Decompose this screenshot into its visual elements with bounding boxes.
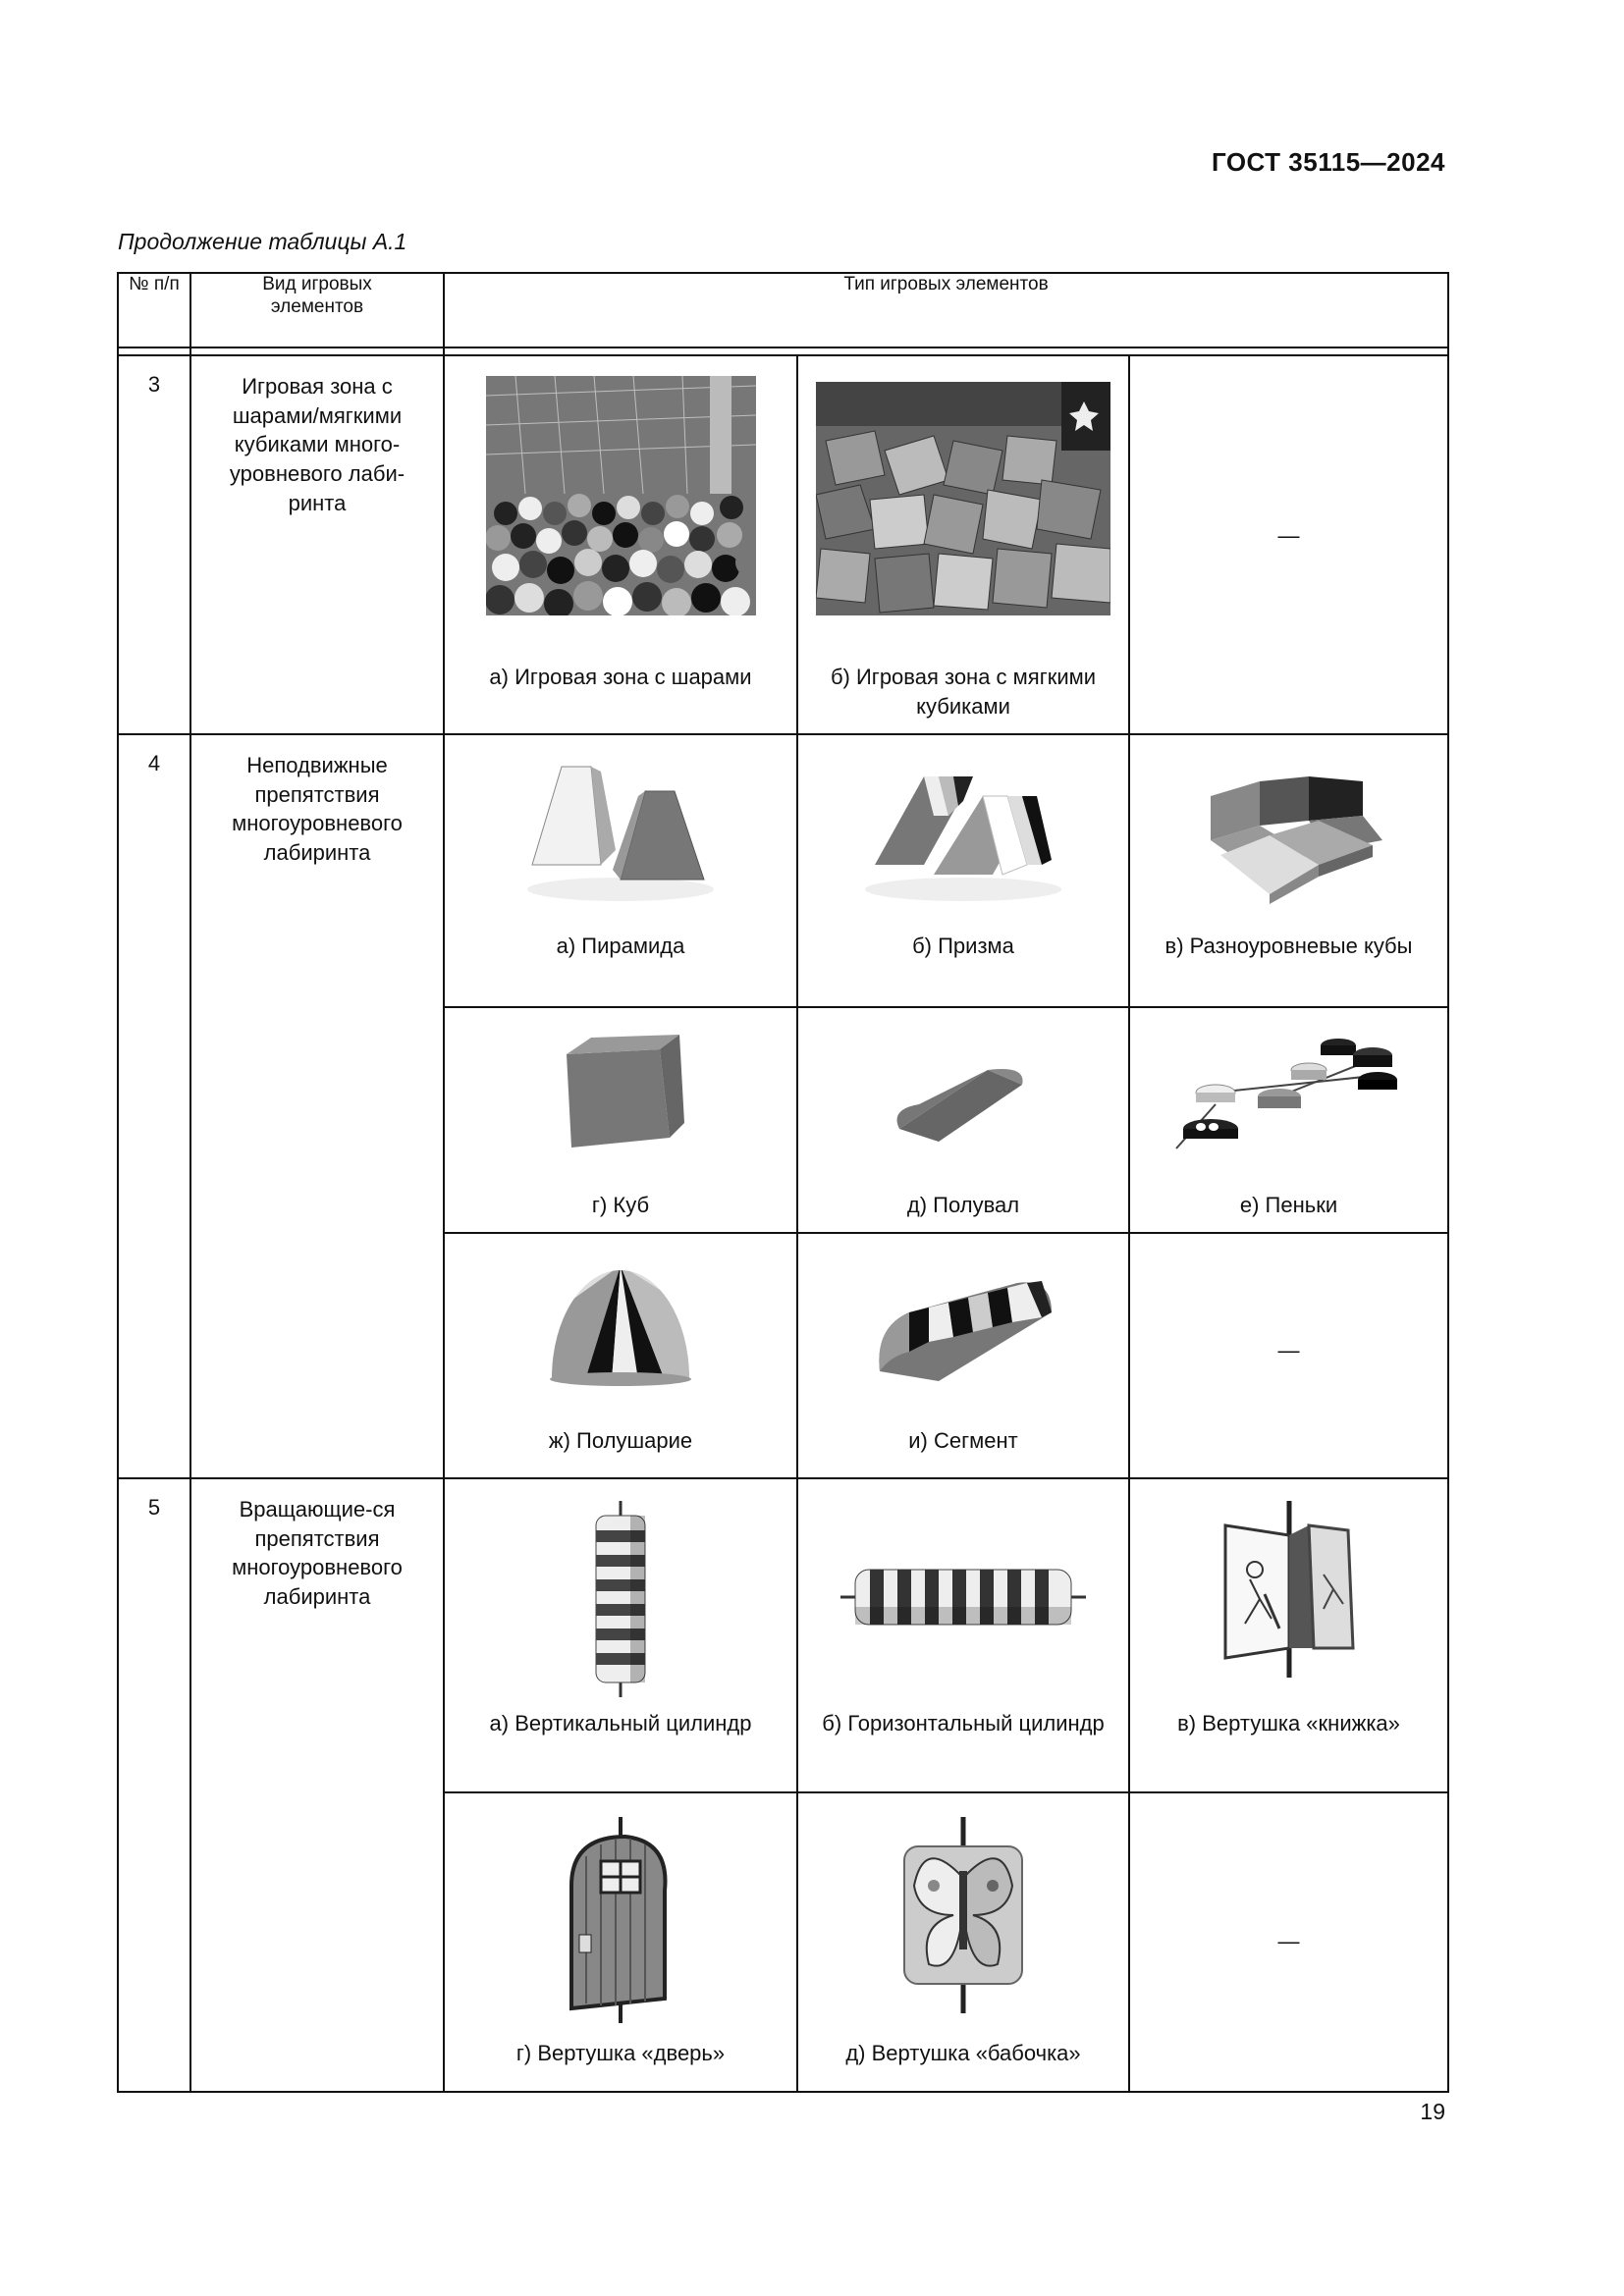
- row-kind: Неподвижные препятствия многоуровневого лабиринта: [190, 734, 444, 1478]
- element-cell: [444, 734, 797, 1007]
- vertical-cylinder-icon: [445, 1479, 796, 1697]
- element-caption: а) Пирамида: [556, 934, 685, 958]
- element-cell: [1129, 1792, 1448, 2092]
- table-header-row: [118, 273, 1448, 347]
- element-cell: [1129, 1233, 1448, 1478]
- element-cell: [797, 1792, 1129, 2092]
- header-num: № п/п: [118, 273, 190, 347]
- element-cell: [797, 1007, 1129, 1233]
- empty-cell-dash: —: [1277, 1929, 1300, 1953]
- element-caption: а) Вертикальный цилиндр: [489, 1711, 752, 1735]
- foam-cube-pit-photo: [798, 356, 1128, 615]
- element-cell: [1129, 734, 1448, 1007]
- element-caption: г) Куб: [591, 1193, 650, 1217]
- multilevel-cubes-icon: [1130, 735, 1447, 904]
- element-caption: в) Вертушка «книжка»: [1177, 1711, 1400, 1735]
- butterfly-spinner-icon: [798, 1793, 1128, 2013]
- row-num: 3: [118, 355, 190, 734]
- row-num: 5: [118, 1478, 190, 2092]
- table-row: [118, 355, 1448, 734]
- standard-code: ГОСТ 35115—2024: [1211, 147, 1445, 177]
- ball-pit-photo: [445, 356, 796, 615]
- element-cell: [797, 734, 1129, 1007]
- element-cell: [1129, 1007, 1448, 1233]
- segment-icon: [798, 1234, 1128, 1391]
- element-caption: г) Вертушка «дверь»: [515, 2041, 726, 2065]
- element-cell: [797, 1478, 1129, 1792]
- table-row: [118, 734, 1448, 1007]
- element-cell: [444, 1478, 797, 1792]
- element-caption: д) Полувал: [906, 1193, 1020, 1217]
- element-cell: [797, 1233, 1129, 1478]
- element-caption: а) Игровая зона с шарами: [489, 665, 752, 689]
- row-kind: Вращающие-ся препятствия многоуровневого лабиринта: [190, 1478, 444, 2092]
- element-caption: д) Вертушка «бабочка»: [845, 2041, 1081, 2065]
- table-a1: [117, 272, 1449, 2093]
- header-type: Тип игровых элементов: [444, 273, 1448, 347]
- stumps-icon: [1130, 1008, 1447, 1163]
- element-cell: [444, 355, 797, 734]
- element-caption: е) Пеньки: [1239, 1193, 1338, 1217]
- half-roll-icon: [798, 1008, 1128, 1144]
- table-continuation-caption: Продолжение таблицы А.1: [118, 229, 407, 254]
- table-row: [118, 1478, 1448, 1792]
- header-kind: Вид игровых элементов: [190, 273, 444, 347]
- row-num: 4: [118, 734, 190, 1478]
- pyramid-icon: [445, 735, 796, 904]
- element-cell: [1129, 355, 1448, 734]
- book-spinner-icon: [1130, 1479, 1447, 1678]
- prism-icon: [798, 735, 1128, 904]
- element-caption: б) Призма: [912, 934, 1014, 958]
- page-number: 19: [1420, 2099, 1445, 2124]
- horizontal-cylinder-icon: [798, 1479, 1128, 1636]
- row-kind: Игровая зона с шарами/мягкими кубиками много-уровневого лаби-ринта: [190, 355, 444, 734]
- cube-icon: [445, 1008, 796, 1167]
- element-caption: б) Игровая зона с мягкими кубиками: [830, 665, 1097, 719]
- hemisphere-icon: [445, 1234, 796, 1393]
- element-cell: [444, 1007, 797, 1233]
- empty-cell-dash: —: [1277, 1338, 1300, 1362]
- element-cell: [444, 1233, 797, 1478]
- element-cell: [1129, 1478, 1448, 1792]
- element-caption: в) Разноуровневые кубы: [1164, 934, 1413, 958]
- element-cell: [444, 1792, 797, 2092]
- element-caption: ж) Полушарие: [548, 1428, 693, 1453]
- empty-cell-dash: —: [1277, 523, 1300, 548]
- door-spinner-icon: [445, 1793, 796, 2023]
- element-caption: б) Горизонтальный цилиндр: [822, 1711, 1105, 1735]
- element-cell: [797, 355, 1129, 734]
- element-caption: и) Сегмент: [908, 1428, 1018, 1453]
